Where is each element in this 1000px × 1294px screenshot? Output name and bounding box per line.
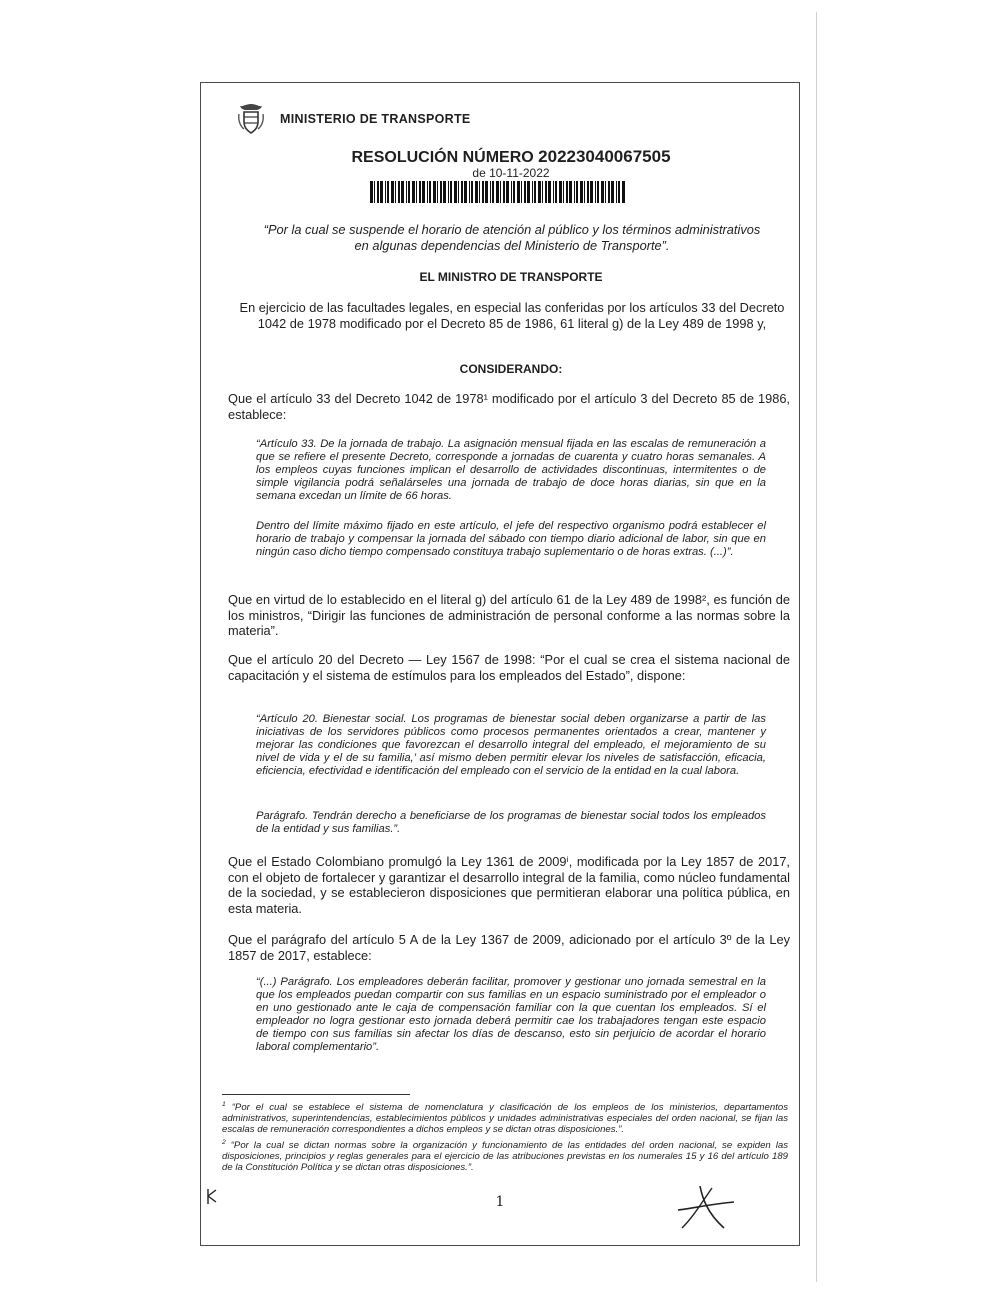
body-paragraph-3: Que el artículo 20 del Decreto — Ley 1567 de 1998: “Por el cual se crea el sistema nacional de capacitación y el sistema de estímulos para los empleados del Estado”, dispone: [228, 652, 790, 683]
barcode [370, 181, 626, 203]
resolution-subtitle: “Por la cual se suspende el horario de atención al público y los términos administrativos en algunas dependencias del Ministerio de Transporte”. [263, 222, 761, 253]
body-paragraph-1: Que el artículo 33 del Decreto 1042 de 1978¹ modificado por el artículo 3 del Decreto 85 de 1986, establece: [228, 391, 790, 422]
footnote-rule [222, 1094, 410, 1095]
page-header [236, 102, 471, 136]
resolution-title [200, 147, 822, 167]
scan-edge-line [816, 12, 817, 1282]
resolution-label: RESOLUCIÓN NÚMERO [351, 149, 534, 166]
quote-article-20-paragrafo: Parágrafo. Tendrán derecho a beneficiarse de los programas de bienestar social todos los empleados de la entidad y sus familias.”. [256, 810, 766, 835]
page-number: 1 [495, 1194, 505, 1210]
quote-article-33-cont: Dentro del límite máximo fijado en este artículo, el jefe del respectivo organismo podrá establecer el horario de trabajo y compensar la jornada del sábado con tiempo diario adicional de labor, sin que en ningún caso dicho tiempo compensado constituya trabajo suplementario o de horas extras. (...)”. [256, 520, 766, 558]
ministry-name: MINISTERIO DE TRANSPORTE [280, 112, 471, 126]
quote-ley-1857: “(...) Parágrafo. Los empleadores deberán facilitar, promover y gestionar uno jornada semestral en la que los empleados puedan compartir con sus familias en un espacio suministrado por el empleador o en uno gestionado ante le caja de compensación familiar con la que cuentan los empleados. Sí el empleador no logra gestionar esto jornada deberá permitir cae los trabajadores tengan este espacio de tiempo con sus familias sin afectar los días de descanso, esto sin perjuicio de acordar el horario laboral complementario”. [256, 976, 766, 1053]
signature-right [672, 1182, 742, 1234]
footnote-1: $^1$ “Por el cual se establece el sistema de nomenclatura y clasificación de los empleos de los ministerios, departamentos administrativos, superintendencias, establecimientos públicos y unidades administrativas especiales del orden nacional, se fijan las escalas de remuneración correspondientes a dichos empleos y se dictan otras disposiciones.”. [222, 1100, 788, 1135]
resolution-date: de 10-11-2022 [472, 166, 550, 180]
intro-paragraph: En ejercicio de las facultades legales, en especial las conferidas por los artículos 33 del Decreto 1042 de 1978 modificado por el Decreto 85 de 1986, 61 literal g) de la Ley 489 de 1998 y, [239, 300, 785, 331]
footnotes [222, 1102, 788, 1178]
colombia-coat-of-arms-icon [236, 102, 266, 136]
body-paragraph-5: Que el parágrafo del artículo 5 A de la Ley 1367 de 2009, adicionado por el artículo 3º de la Ley 1857 de 2017, establece: [228, 932, 790, 963]
body-paragraph-2: Que en virtud de lo establecido en el literal g) del artículo 61 de la Ley 489 de 1998², es función de los ministros, “Dirigir las funciones de administración de personal conforme a las normas sobre la materia”. [228, 592, 790, 638]
footnote-2: $^2$ “Por la cual se dictan normas sobre la organización y funcionamiento de las entidades del orden nacional, se expiden las disposiciones, principios y reglas generales para el ejercicio de las atribuciones previstas en los numerales 15 y 16 del artículo 189 de la Constitución Política y se dictan otras disposiciones.”. [222, 1138, 788, 1173]
considerando-heading: CONSIDERANDO: [459, 362, 563, 376]
quote-article-20: “Artículo 20. Bienestar social. Los programas de bienestar social deben organizarse a partir de las iniciativas de los servidores públicos como procesos permanentes orientados a crear, mantener y mejorar las condiciones que favorezcan el desarrollo integral del empleado, el mejoramiento de su nivel de vida y el de su familia,’ así mismo deben permitir elevar los niveles de satisfacción, eficacia, eficiencia, efectividad e identificación del empleado con el servicio de la entidad en la cual labora. [256, 713, 766, 777]
quote-article-33: “Artículo 33. De la jornada de trabajo. La asignación mensual fijada en las escalas de remuneración a que se refiere el presente Decreto, corresponde a jornadas de cuarenta y cuatro horas semanales. A los empleos cuyas funciones implican el desarrollo de actividades discontinuas, intermitentes o de simple vigilancia podrá señalárseles una jornada de trabajo de doce horas diarias, sin que en la semana excedan un límite de 66 horas. [256, 438, 766, 502]
authority-heading: EL MINISTRO DE TRANSPORTE [419, 270, 603, 284]
body-paragraph-4: Que el Estado Colombiano promulgó la Ley 1361 de 2009ⁱ, modificada por la Ley 1857 de 2017, con el objeto de fortalecer y garantizar el desarrollo integral de la familia, como núcleo fundamental de la sociedad, y se establecieron disposiciones que permitieran elaborar una política pública, en esta materia. [228, 854, 790, 916]
resolution-number: 20223040067505 [538, 147, 671, 166]
